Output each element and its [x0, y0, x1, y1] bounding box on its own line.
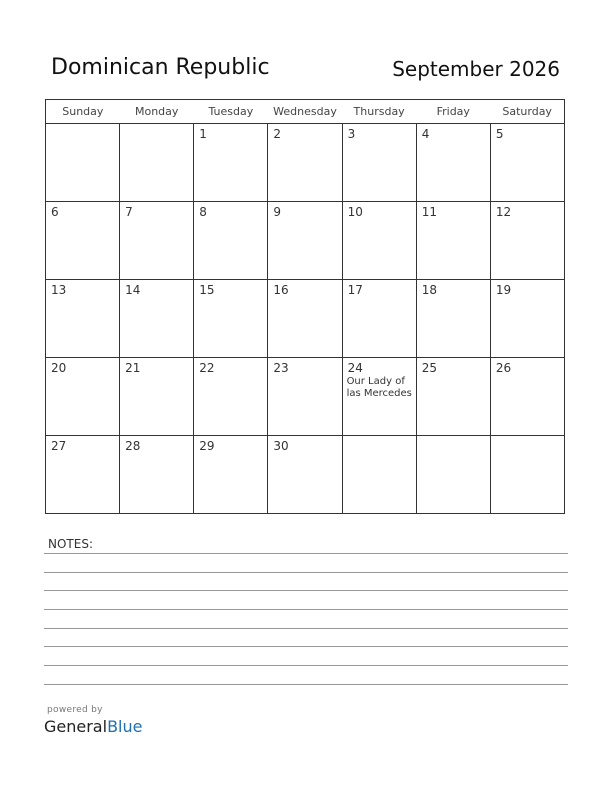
calendar-day-cell [268, 358, 342, 436]
day-number: 15 [199, 283, 215, 297]
weekday-header-row [46, 100, 565, 124]
day-number: 8 [199, 205, 207, 219]
calendar-day-cell [46, 124, 120, 202]
day-number: 30 [273, 439, 289, 453]
calendar-day-cell [416, 280, 490, 358]
calendar-day-cell [46, 436, 120, 514]
notes-rule-line [44, 609, 568, 610]
calendar-day-cell [490, 358, 564, 436]
day-number: 12 [495, 205, 512, 219]
calendar-day-cell [490, 202, 564, 280]
calendar-day-cell [194, 436, 268, 514]
day-number: 6 [51, 205, 59, 219]
day-number: 22 [199, 361, 215, 375]
notes-label: NOTES: [48, 537, 93, 551]
notes-rule-line [44, 590, 568, 591]
calendar-week-row [46, 124, 565, 202]
day-number: 2 [273, 127, 282, 141]
day-number: 11 [421, 205, 437, 219]
day-number: 1 [199, 127, 207, 141]
generalblue-logo [44, 717, 142, 736]
notes-rule-line [44, 684, 568, 685]
day-number: 7 [125, 205, 133, 219]
day-number: 16 [273, 283, 289, 297]
day-number: 5 [495, 127, 504, 141]
calendar-day-cell [194, 280, 268, 358]
calendar-day-cell [342, 202, 416, 280]
day-number: 3 [347, 127, 356, 141]
weekday-header: Tuesday [194, 100, 268, 124]
calendar-day-cell [268, 436, 342, 514]
calendar-week-row [46, 280, 565, 358]
calendar-day-cell [416, 358, 490, 436]
calendar-day-cell [490, 280, 564, 358]
day-number: 13 [51, 283, 67, 297]
day-number: 27 [51, 439, 67, 453]
calendar-day-cell [416, 436, 490, 514]
brand-general-text: General [44, 717, 108, 736]
calendar-day-cell [490, 124, 564, 202]
calendar-day-cell [268, 124, 342, 202]
month-year-title: September 2026 [392, 57, 560, 81]
day-number: 26 [495, 361, 512, 375]
country-title: Dominican Republic [51, 55, 270, 80]
holiday-label: Our Lady of las Mercedes [346, 376, 412, 399]
calendar-day-cell [416, 124, 490, 202]
calendar-day-cell [120, 280, 194, 358]
day-number: 4 [421, 127, 430, 141]
calendar-day-cell [268, 280, 342, 358]
day-number: 21 [125, 361, 141, 375]
notes-rule-line [44, 553, 568, 554]
calendar-day-cell [46, 280, 120, 358]
calendar-grid [45, 99, 565, 514]
day-number: 10 [347, 205, 363, 219]
day-number: 17 [347, 283, 363, 297]
calendar-day-cell [342, 358, 416, 436]
day-number: 20 [51, 361, 67, 375]
day-number: 25 [421, 361, 437, 375]
calendar-day-cell [342, 124, 416, 202]
notes-rule-line [44, 628, 568, 629]
calendar-week-row [46, 202, 565, 280]
notes-rule-line [44, 665, 568, 666]
day-number: 9 [273, 205, 282, 219]
powered-by-text: powered by [47, 705, 103, 715]
day-number: 19 [495, 283, 512, 297]
day-number: 18 [421, 283, 437, 297]
day-number: 28 [125, 439, 141, 453]
calendar-day-cell [46, 358, 120, 436]
weekday-header: Wednesday [268, 100, 342, 124]
calendar-day-cell [194, 202, 268, 280]
calendar-day-cell [342, 280, 416, 358]
calendar-day-cell [120, 202, 194, 280]
calendar-day-cell [194, 124, 268, 202]
calendar-week-row [46, 436, 565, 514]
calendar-day-cell [46, 202, 120, 280]
day-number: 29 [199, 439, 215, 453]
day-number: 24 [347, 361, 363, 375]
weekday-header: Thursday [342, 100, 416, 124]
calendar-day-cell [268, 202, 342, 280]
weekday-header: Monday [120, 100, 194, 124]
weekday-header: Friday [416, 100, 490, 124]
calendar-day-cell [120, 436, 194, 514]
day-number: 14 [125, 283, 141, 297]
calendar-week-row [46, 358, 565, 436]
calendar-day-cell [416, 202, 490, 280]
calendar-day-cell [342, 436, 416, 514]
day-number: 23 [273, 361, 289, 375]
brand-blue-text: Blue [107, 717, 143, 736]
calendar-day-cell [490, 436, 564, 514]
calendar-day-cell [120, 358, 194, 436]
weekday-header: Sunday [46, 100, 120, 124]
calendar-day-cell [194, 358, 268, 436]
notes-rule-line [44, 572, 568, 573]
notes-rule-line [44, 646, 568, 647]
weekday-header: Saturday [490, 100, 564, 124]
calendar-day-cell [120, 124, 194, 202]
